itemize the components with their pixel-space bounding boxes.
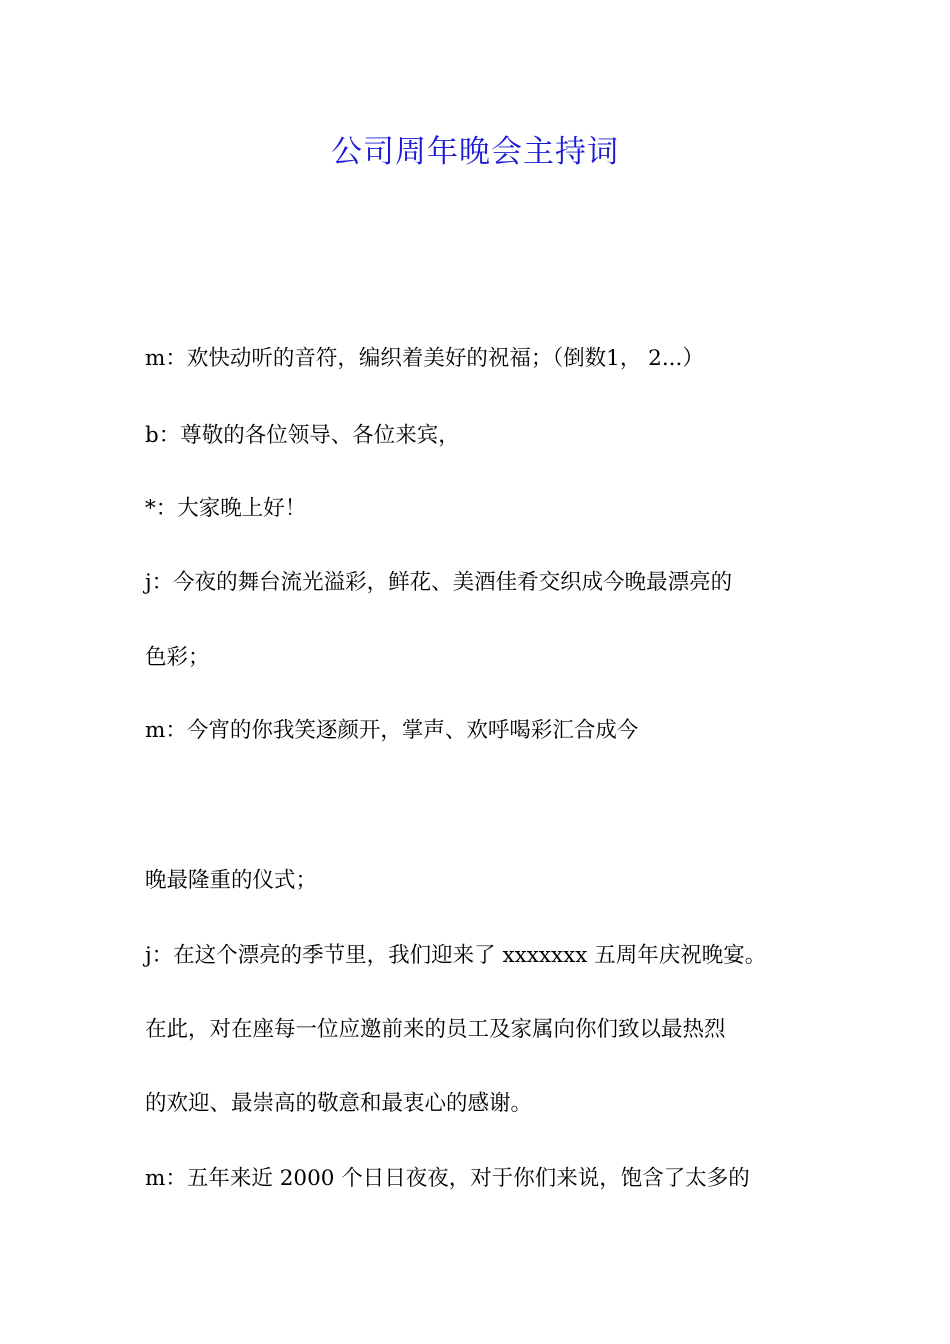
text-line: m：五年来近 2000 个日日夜夜，对于你们来说，饱含了太多的 — [145, 1166, 750, 1191]
text-line: 的欢迎、最崇高的敬意和最衷心的感谢。 — [145, 1091, 533, 1116]
document-title: 公司周年晚会主持词 — [331, 134, 619, 170]
text-line: m：今宵的你我笑逐颜开，掌声、欢呼喝彩汇合成今 — [145, 718, 639, 743]
text-line: j：在这个漂亮的季节里，我们迎来了 xxxxxxx 五周年庆祝晚宴。 — [145, 943, 767, 968]
text-line: m：欢快动听的音符，编织着美好的祝福；（倒数1， 2...） — [145, 346, 704, 371]
text-line: *：大家晚上好！ — [145, 496, 307, 521]
text-line: 色彩； — [145, 645, 210, 670]
text-line: 在此，对在座每一位应邀前来的员工及家属向你们致以最热烈 — [145, 1017, 726, 1042]
text-line: b：尊敬的各位领导、各位来宾， — [145, 423, 460, 448]
text-line: j：今夜的舞台流光溢彩，鲜花、美酒佳肴交织成今晚最漂亮的 — [145, 570, 733, 595]
text-line: 晚最隆重的仪式； — [145, 868, 318, 893]
